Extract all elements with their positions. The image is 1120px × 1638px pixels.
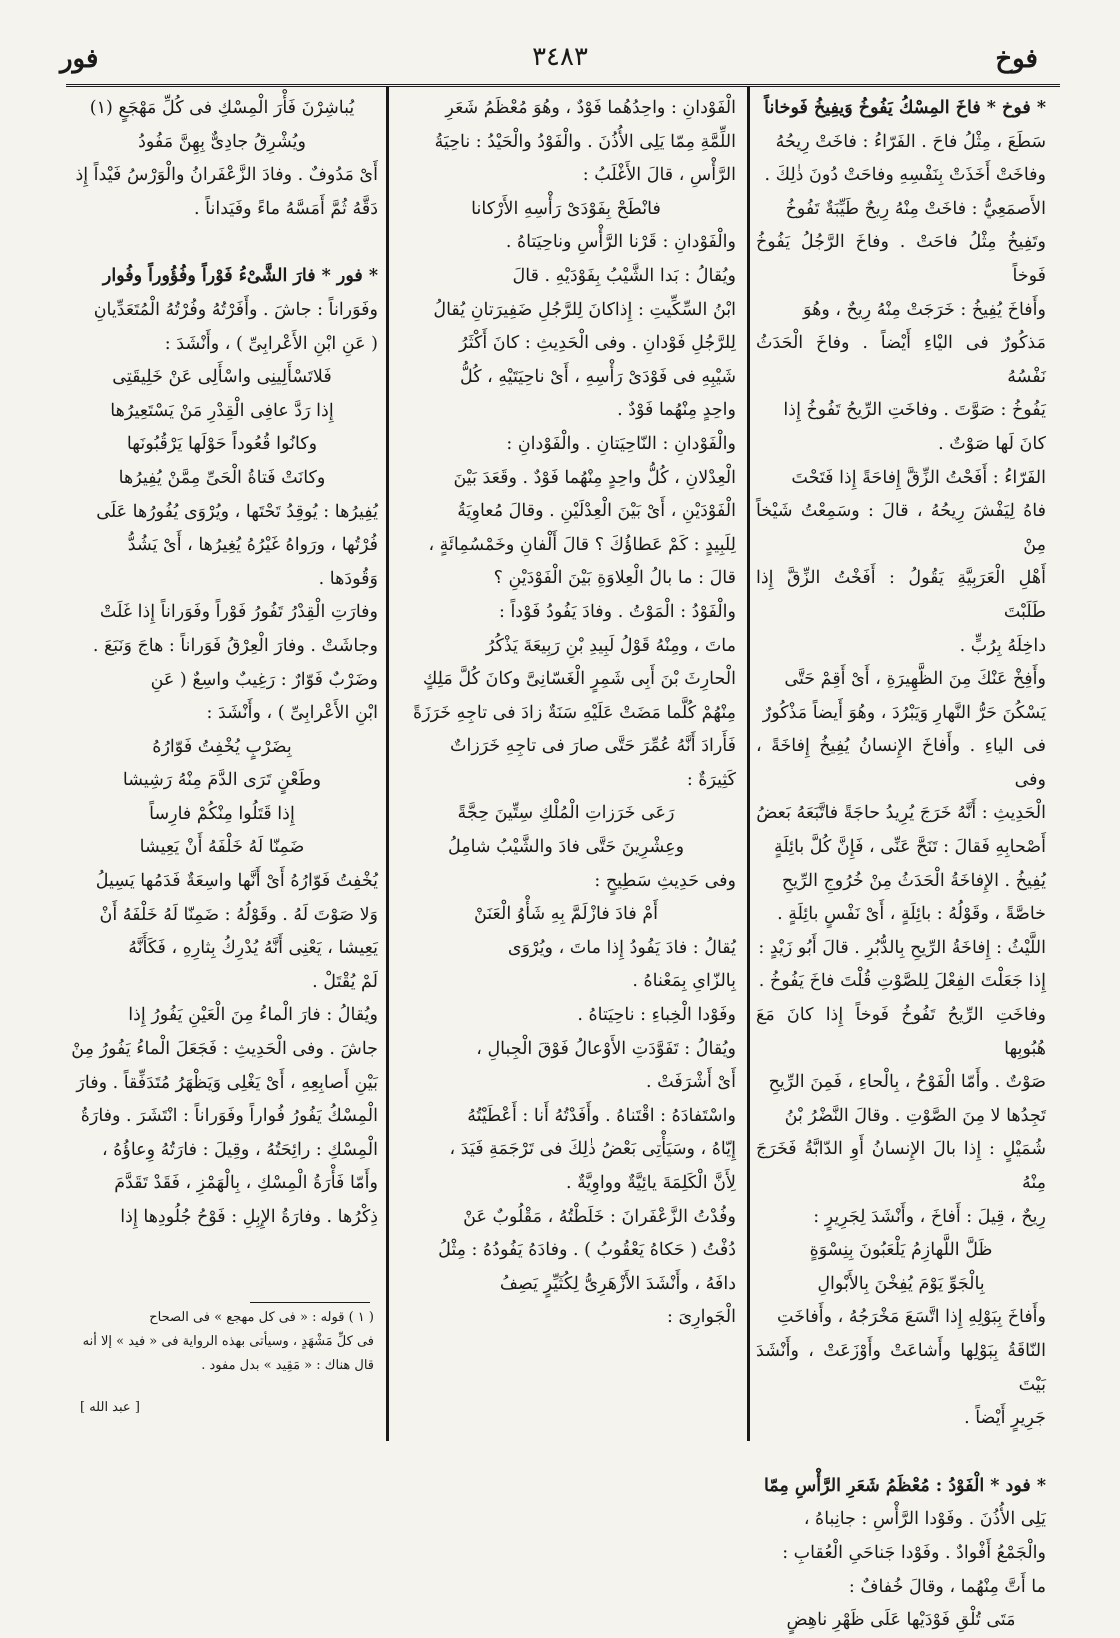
text-line: واسْتَفادَهُ : اقْتَناهُ . وأَفَدْتُهُ أَنا : أَعْطَيْتُهُ (467, 1105, 736, 1126)
column-divider-right (747, 86, 750, 1441)
text-line: جَرِيرٍ أَيْضاً . (964, 1408, 1046, 1429)
text-line: إِذا جَعَلْتَ الفِعْلَ لِلصَّوْتِ قُلْتَ فاخَ يَفُوخُ . (758, 971, 1046, 992)
text-line: اللِّمَّةِ مِمّا يَلِى الأُذُنَ . والْفَوْدُ والْحَيْدُ : ناحِيَةُ (434, 131, 736, 152)
text-line: وفُدْتُ الزَّعْفَرانَ : خَلَطْتُهُ ، مَقْلُوبٌ عَنْ (463, 1206, 736, 1227)
text-line: بِالْجَوِّ يَوْمَ يُفِخْنَ بِالأَبْوالِ (817, 1273, 985, 1294)
text-line: أَىْ أَشْرَفَتْ . (646, 1072, 736, 1093)
entry-head-line: * فوخ * فاخَ المِسْكُ يَفُوخُ وَيفِيخُ فَوخاناً (764, 98, 1046, 118)
text-line: دَقَّهُ ثُمَّ أَمَسَّهُ ماءً وفَيَداناً . (194, 198, 378, 219)
text-line: ذِكْرُها . وفارَةُ الإِبِلِ : فَوْحُ جُلُودِها إِذا (120, 1207, 378, 1227)
page-header (60, 38, 1060, 82)
header-rule (66, 84, 1060, 87)
text-line: دُفْتُ ( حَكاهُ يَعْقُوبُ ) . وفادَهُ يَفُودُهُ : مِثْلُ (438, 1240, 736, 1261)
text-line: وَقُودَها . (318, 568, 378, 589)
text-line: رِيحٌ ، قِيلَ : أَفاخَ ، وأَنْشَدَ لِجَرِيرٍ : (813, 1206, 1046, 1227)
text-line: وأَفِخْ عَنْكَ مِنَ الظَّهِيرَةِ ، أَىْ أَقِمْ حَتَّى (784, 669, 1046, 690)
text-line: خاصَّةً ، وقَوْلُهُ : بائِلَةٍ ، أَىْ نَفْسٍ بائِلَةٍ . (777, 904, 1046, 925)
text-line: والْفَوْدانِ : قَرْنا الرَّأْسِ وناحِيَتاهُ . (505, 232, 736, 253)
text-line: رَعَى خَرَزاتِ الْمُلْكِ سِتِّينَ حِجَّةً (457, 803, 675, 824)
text-line: شَيْبِهِ فى فَوْدَىْ رَأْسِهِ ، أَىْ ناحِيَتَيْهِ ، كُلُّ (459, 366, 736, 387)
text-line: فُرْتُها ، ورَواهُ غَيْرُهُ يُغِيرُها ، أَىْ يَشُدُّ (127, 535, 378, 556)
text-line: صَوْتٌ . وأَمّا الْفَوْحُ ، بِالْحاءِ ، فَمِنَ الرِّيحِ (768, 1072, 1046, 1093)
text-line: ما أَتَّ مِنْهُما ، وقالَ خُفافٌ : (848, 1576, 1046, 1597)
text-line: مَذكُورٌ فى اليْاءِ أَيْضاً . وفاخَ الْحَدَثُ نَفْسُهُ (756, 333, 1046, 387)
text-line: كانَ لَها صَوْتٌ . (938, 433, 1046, 454)
text-line: كَثِيرَةٌ : (686, 769, 736, 790)
header-left-word: فور (60, 44, 99, 74)
entry-head-line: * فور * فارَ الشَّىْءُ فَوْراً وفُؤُوراً وفُوار (102, 266, 378, 287)
text-line: فَأَرادَ أَنَّهُ عُمِّرَ حَتَّى صارَ فى تاجِهِ خَرَزاتٌ (449, 736, 736, 757)
text-line: وعِشْرِينَ حَتَّى فادَ والشَّيْبُ شامِلُ (447, 837, 685, 858)
text-line: وفى حَدِيثِ سَطِيحٍ : (594, 870, 736, 891)
text-line: أَمْ فادَ فازْلَمَّ بِهِ شَأْوُ الْعَنَنْ (473, 904, 659, 925)
text-line: داخِلَهُ بِرُبٍّ . (959, 635, 1046, 656)
text-line: شُمَيْلٍ : إِذا بالَ الإِنسانُ أَوِ الدّابَّةُ فَخَرَجَ مِنْهُ (756, 1139, 1046, 1193)
text-line: النّاقَةُ بِبَوْلِها وأَشاعَتْ وأَوْزَعَتْ ، وأَنْشَدَ بَيْتَ (756, 1340, 1046, 1395)
text-line: وجاشَتْ . وفارَ الْعِرْقُ فَوَراناً : هاجَ وَنَبَعَ . (92, 635, 378, 656)
text-line: أَهْلِ الْعَرَبِيَّةِ يَقُولُ : أَفَخْتُ الزِّقَّ إِذا طَلَبْتَ (756, 568, 1046, 622)
text-line: وفاخَتْ أَخَذَتْ بِنَفْسِهِ وفاحَتْ دُونَ ذٰلِكَ . (764, 165, 1046, 186)
text-line: ظَلَّ اللَّهازِمُ يَلْعَبُونَ بِنِسْوَةٍ (809, 1240, 993, 1261)
text-line: يُفِيخُ . الإِفاخَةُ الْحَدَثُ مِنْ خُرُوجِ الرِّيحِ (781, 870, 1046, 891)
text-line: وأَفاخَ يُفِيخُ : خَرَجَتْ مِنْهُ رِيحٌ ، وهُوَ (803, 299, 1046, 320)
column-left (66, 92, 378, 1412)
text-line: جاشَ . وفى الْحَدِيثِ : فَجَعَلَ الْماءُ يَفُورُ مِنْ (71, 1039, 378, 1060)
text-line: والْفَوْدانِ : النّاحِيَتانِ . والْفَوْدانِ : (506, 433, 736, 454)
text-line: اللَّيْثُ : إِفاخَةُ الرِّيحِ بِالدُّبُرِ . قالَ أَبُو زَيْدٍ : (758, 937, 1046, 958)
text-line: لِلرَّجُلِ فَوْدانِ . وفى الْحَدِيثِ : كانَ أَكْثَرُ (459, 333, 736, 354)
text-line: تَجِدُها لا مِنَ الصَّوْتِ . وقالَ النَّضْرُ بْنُ (784, 1105, 1046, 1126)
text-line: يُفِيرُها : يُوقِدُ تَحْتَها ، ويُرْوَى يُفُورُها عَلَى (96, 501, 378, 522)
footnote-signature: [ عبد الله ] (80, 1400, 140, 1415)
text-line: ضَمِنّا لَهُ خَلْفَهُ أَنْ يَعِيشا (139, 837, 305, 858)
text-line: ويُقالُ : تَفَوَّدَتِ الأَوْعالُ فَوْقَ الْجِبالِ ، (476, 1038, 736, 1059)
text-line: يَلِى الأُذُنَ . وفَوْدا الرَّأْسِ : جانِباهُ ، (803, 1509, 1046, 1530)
text-line: ويُقالُ : فارَ الْماءُ مِنَ الْعَيْنِ يَفُورُ إِذا (128, 1005, 378, 1026)
text-line: الْمِسْكُ يَفُورُ فُواراً وفَوَراناً : انْتَشَرَ . وفارَةُ (80, 1106, 378, 1127)
text-line: لِأَنَّ الْكَلِمَةَ يائِيَّةٌ وواوِيَّةٌ . (565, 1173, 736, 1193)
text-line: يَفُوخُ : صَوَّتَ . وفاخَتِ الرِّيحُ تَفُوخُ إِذا (783, 400, 1046, 421)
text-line: فى الياءِ . وأَفاخَ الإِنسانُ يُفِيخُ إِفاخَةً ، وفى (756, 736, 1046, 790)
text-line: لِلَبِيدٍ : كَمْ عَطاؤُكَ ؟ قالَ أَلْفانِ وخَمْسُمِائَةٍ ، (428, 534, 736, 555)
text-line: فاهُ لِيَفْشَ رِيحُهُ ، قالَ : وسَمِعْتُ شَيْخاً مِنْ (756, 501, 1046, 555)
text-line: ويُقالُ : بَدا الشَّيْبُ بِفَوْدَيْهِ . قالَ (512, 265, 736, 286)
text-line: فانْطَحْ بِفَوْدَىْ رَأْسِهِ الأَرْكانا (471, 198, 661, 219)
text-line: ماتَ ، ومِنْهُ قَوْلُ لَبِيدِ بْنِ رَبِيعَةَ يَذْكُرُ (485, 635, 736, 656)
text-line: وفاخَتِ الرِّيحُ تَفُوخُ فَوخاً إِذا كانَ مَعَ هُبُوبِها (756, 1005, 1046, 1059)
page-number: ٣٤٨٣ (532, 42, 588, 72)
text-line: قالَ : ما بالُ الْعِلاوَةِ بَيْنَ الْفَوْدَيْنِ ؟ (493, 568, 736, 589)
text-line: أَصْحابِهِ فَقالَ : تَنَحَّ عَنِّى ، فَإِنَّ كُلَّ بائِلَةٍ (773, 837, 1046, 858)
text-line: مِنْهُمْ كُلَّما مَضَتْ عَلَيْهِ سَنَةٌ زادَ فى تاجِهِ خَرَزَةً (413, 702, 736, 723)
text-line: والْجَمْعُ أَفْوادٌ . وفَوْدا جَناحَىِ الْعُقابِ : (782, 1542, 1046, 1563)
text-line: وتَفِيخُ مِثْلُ فاحَتْ . وفاخَ الرَّجُلُ يَفُوخُ فَوخاً (756, 232, 1046, 286)
text-line: ( عَنِ ابْنِ الأَعْرابِىِّ ) ، وأَنْشَدَ : (164, 333, 378, 354)
text-line: الْجَوارِىَ : (666, 1307, 736, 1328)
text-line: وفَوْدا الْخِباءِ : ناحِيَتاهُ . (577, 1005, 736, 1026)
text-line: الْحارِثَ بْنَ أَبِى شَمِرٍ الْغَسّانِىَّ وكانَ كُلَّ مَلِكٍ (422, 669, 736, 690)
column-divider-left (386, 86, 389, 1441)
entry-head-line: * فود * الْفَوْدُ : مُعْظَمُ شَعَرِ الرَّأْسِ مِمّا (763, 1475, 1046, 1496)
text-line: دافَهُ ، وأَنْشَدَ الأَزْهَرِىُّ لِكُثَيِّرٍ يَصِفُ (499, 1273, 736, 1294)
text-line: ويُشْرِقُ جادِىٌّ بِهِنَّ مَفُودُ (138, 131, 306, 152)
text-line: وفَوَراناً : جاشَ . وأَفَرْتُهُ وفُرْتُهُ الْمُتَعَدِّيانِ (93, 299, 378, 320)
entry-gap (66, 226, 378, 260)
header-right-word: فوخ (995, 44, 1038, 74)
text-line: وكانُوا قُعُوداً حَوْلَها يَرْقُبُونَها (126, 434, 318, 455)
text-line: الْمِسْكِ : رائِحَتُهُ ، وقِيلَ : فارَتُهُ وِعاؤُهُ ، (101, 1139, 378, 1160)
text-line: وطَعْنٍ تَرَى الدَّمَ مِنْهُ رَشِيشا (122, 770, 322, 791)
text-line: والْفَوْدُ : الْمَوْتُ . وفادَ يَفُودُ فَوْداً : (498, 601, 736, 622)
text-line: الْعِدْلانِ ، كُلُّ واحِدٍ مِنْهُما فَوْدٌ . وقَعَدَ بَيْنَ (453, 467, 736, 488)
entry-gap (756, 1436, 1046, 1470)
footnote (70, 1306, 374, 1378)
text-line: وَلا صَوْتَ لَهُ . وقَوْلُهُ : ضَمِنّا لَهُ خَلْفَهُ أَنْ (99, 904, 378, 925)
text-line: أَىْ مَدُوفٌ . وفادَ الزَّعْفَرانُ والْوَرْسُ فَيْداً إِذ (75, 165, 378, 186)
text-line: بِضَرْبٍ يُخْفِتُ فَوّارُهُ (152, 736, 292, 757)
text-line: الْحَدِيثِ : أَنَّهُ خَرَجَ يُرِيدُ حاجَةً فاتَّبَعَهُ بَعضُ (756, 803, 1046, 824)
text-line: وضَرْبٌ فَوّارٌ : رَغِيبٌ واسِعٌ ( عَنِ (150, 669, 378, 690)
text-line: واحِدٍ مِنْهُما فَوْدٌ . (617, 400, 736, 421)
text-line: وفارَتِ الْقِدْرُ تَفُورُ فَوْراً وفَوَراناً إِذا غَلَتْ (99, 602, 378, 623)
text-line: يُخْفِتُ فَوّارُهُ أَىْ أَنَّها واسِعَةٌ فَدَمُها يَسِيلُ (95, 871, 378, 892)
text-line: الرَّأْسِ ، قالَ الأَغْلَبُ : (582, 165, 736, 186)
text-line: الفَرّاءُ : أَفَحْتُ الزِّقَّ إِفاحَةً إِذا فَتَحْتَ (791, 467, 1046, 488)
footnote-line: ( ١ ) قوله : « فى كل مهجع » فى الصحاح (149, 1310, 374, 1325)
text-line: إِيّاهُ ، وسَيَأْتِى بَعْضُ ذٰلِكَ فى تَرْجَمَةِ فَيَدَ ، (449, 1139, 736, 1160)
text-line: وأَفاخَ بِبَوْلِهِ إِذا اتَّسَعَ مَخْرَجُهُ ، وأَفاخَتِ (777, 1307, 1046, 1328)
text-line: لَمْ يُقْتَلْ . (312, 971, 378, 992)
text-line: يُقالُ : فادَ يَفُودُ إِذا ماتَ ، ويُرْوَى (507, 937, 736, 958)
text-line: مَتَى تُلْقِ فَوْدَيْها عَلَى ظَهْرِ ناهِضٍ (786, 1610, 1016, 1631)
text-line: فَلاتَسْأَلِينِى واسْأَلِى عَنْ خَلِيقَتِى (112, 367, 332, 388)
text-line: إِذا رَدَّ عافِى الْقِدْرِ مَنْ يَسْتَعِيرُها (110, 400, 334, 421)
text-line: الْفَوْدانِ : واحِدُهُما فَوْدٌ ، وهُوَ مُعْظَمُ شَعَرِ (445, 98, 736, 118)
text-line: بَيْنِ أَصابِعِهِ ، أَىْ يَغْلِى وَيَظْهَرُ مُتَدَفِّقاً . وفارَ (76, 1072, 378, 1093)
text-line: يَسْكُنَ حَرُّ النَّهارِ وَيَبْرُدَ ، وهُوَ أَيضاً مَذْكُورٌ (762, 702, 1046, 723)
text-line: الْفَوْدَيْنِ ، أَىْ بَيْنَ الْعِدْلَيْنِ . وقالَ مُعاوِيَةُ (457, 501, 736, 522)
text-line: الأَصمَعِيُّ : فاخَتْ مِنْهُ رِيحٌ طَيِّبَةٌ تَفُوخُ (785, 198, 1046, 219)
text-line: يَعِيشا ، يَعْنِى أَنَّهُ يُدْرِكُ بِثارِهِ ، فَكَأَنَّهُ (128, 938, 378, 959)
column-right (756, 92, 1046, 1631)
text-line: بِالزّاىِ بِمَعْناهُ . (632, 971, 736, 992)
column-middle (396, 92, 736, 1442)
text-line: وأَمّا فَأْرَةُ الْمِسْكِ ، بِالْهَمْزِ ، فَقَدْ تَقَدَّمَ (114, 1173, 378, 1194)
text-line: وكانَتْ فَتاةُ الْحَىِّ مِمَّنْ يُفِيرُها (118, 467, 326, 488)
footnote-rule (250, 1302, 370, 1303)
footnote-line: قال هناك : « مَقِيد » بدل مفود . (201, 1358, 374, 1373)
text-line: ابْنُ السِّكِّيتِ : إِذاكانَ لِلرَّجُلِ ضَفِيرَتانِ يُقالُ (433, 299, 736, 320)
text-line: ابْنِ الأَعْرابِىِّ ) ، وأَنْشَدَ : (206, 703, 378, 724)
text-line: سَطَعَ ، مِثْلُ فاحَ . الفَرّاءُ : فاخَتْ رِيحُهُ (775, 131, 1046, 152)
text-line: إِذا قَتَلُوا مِنْكُمْ فارِساً (149, 803, 295, 824)
footnote-line: فى كلِّ مَشْهَدٍ ، وسيأتى بهذه الرواية فى « فيد » إلا أنه (82, 1334, 374, 1349)
text-line: يُباشِرْنَ فَأْرَ الْمِسْكِ فى كُلِّ مَهْجَعٍ (١) (89, 98, 355, 118)
